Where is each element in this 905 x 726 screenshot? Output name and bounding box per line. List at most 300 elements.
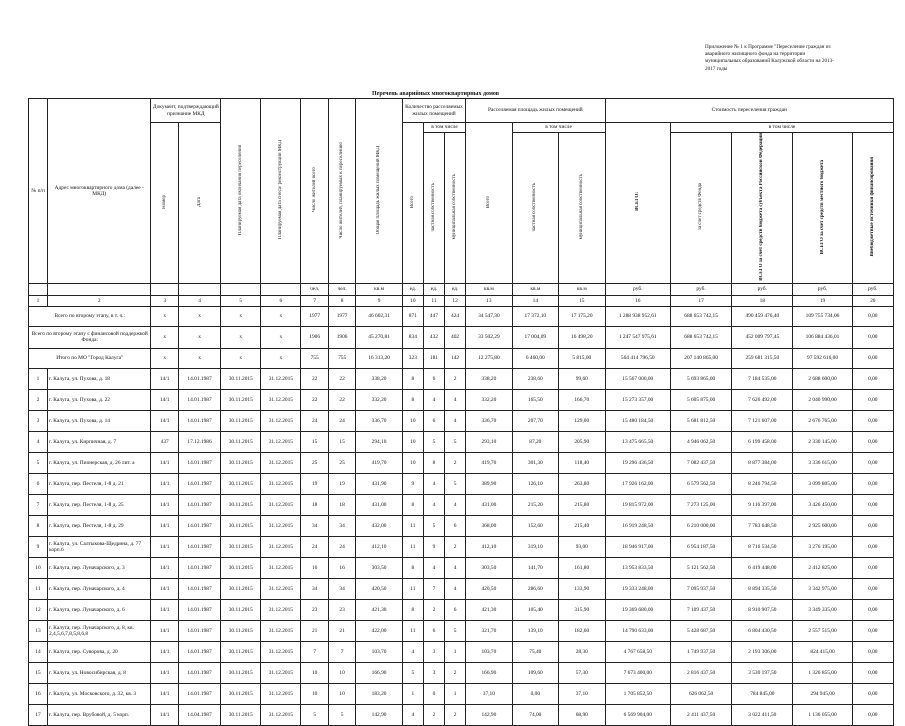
summary-cell: x (178, 306, 220, 326)
data-cell: 19 296 436,50 (605, 452, 670, 473)
data-cell: 431,00 (466, 494, 512, 515)
data-cell: 4 (402, 704, 423, 725)
address-cell: г. Калуга, пер. Врубовой, д. 5 корп. (48, 704, 151, 725)
summary-cell: 6 460,00 (512, 348, 558, 368)
data-cell: 11 (402, 620, 423, 641)
data-cell: 15 (301, 431, 328, 452)
data-cell: 13 475 665,50 (605, 431, 670, 452)
data-cell: 431,00 (356, 494, 402, 515)
column-number-cell: 16 (605, 295, 670, 306)
unit-cell: ед. (423, 283, 444, 295)
summary-cell: x (221, 348, 261, 368)
data-cell: 10 (29, 557, 48, 578)
column-number-cell: 13 (466, 295, 512, 306)
data-cell: 31.12.2015 (261, 578, 301, 599)
col-cost-incl-header: в том числе (670, 123, 893, 133)
table-row (29, 578, 894, 599)
data-cell: 4 946 062,50 (670, 431, 731, 452)
column-numbers-row (29, 295, 894, 306)
col-count-private-header: частная собственность (430, 182, 436, 232)
data-cell: 2 (29, 389, 48, 410)
data-cell: 421,30 (356, 599, 402, 620)
data-cell: 303,50 (466, 557, 512, 578)
data-cell: 21 (328, 620, 355, 641)
data-cell: 16 (29, 683, 48, 704)
data-cell: 14.01.1987 (178, 641, 220, 662)
data-cell: 293,10 (466, 431, 512, 452)
data-cell: 0,00 (852, 599, 893, 620)
data-cell: 4 (445, 410, 466, 431)
data-cell: 0,00 (852, 368, 893, 389)
summary-cell: 1906 (328, 326, 355, 348)
data-cell: 10 (402, 452, 423, 473)
data-cell: 2 193 306,00 (732, 641, 793, 662)
data-cell: 4 767 658,50 (605, 641, 670, 662)
data-cell: 161,80 (559, 557, 605, 578)
summary-row (29, 326, 894, 348)
column-number-cell: 15 (559, 295, 605, 306)
summary-cell: 46 602,31 (356, 306, 402, 326)
column-number-cell: 4 (178, 295, 220, 306)
data-cell: 68,90 (559, 704, 605, 725)
data-cell: 30.11.2015 (221, 536, 261, 557)
data-cell: 14.01.1987 (178, 557, 220, 578)
data-cell: 30.11.2015 (221, 641, 261, 662)
data-cell: 4 (402, 641, 423, 662)
data-cell: 332,20 (466, 389, 512, 410)
data-cell: 0,00 (852, 641, 893, 662)
data-cell: 8 894 335,50 (732, 578, 793, 599)
data-cell: 142,90 (466, 704, 512, 725)
data-cell: 14/1 (151, 494, 178, 515)
data-cell: 30.11.2015 (221, 368, 261, 389)
data-cell: 2 (445, 452, 466, 473)
data-cell: 5 (29, 452, 48, 473)
data-cell: 93,00 (559, 536, 605, 557)
data-cell: 5 (445, 620, 466, 641)
address-cell: г. Калуга, пер. Луначарского, д. 4 (48, 578, 151, 599)
unit-cell: чел. (301, 283, 328, 295)
data-cell: 109,60 (512, 662, 558, 683)
data-cell: 31.12.2015 (261, 683, 301, 704)
summary-cell: 1977 (301, 306, 328, 326)
summary-cell: x (221, 306, 261, 326)
data-cell: 14.01.1987 (178, 515, 220, 536)
data-cell: 5 (445, 431, 466, 452)
col-planned-demolish-header: Планируемая дата сноса/ реконструкции МКД (277, 140, 283, 240)
data-cell: 8 716 534,50 (732, 536, 793, 557)
data-cell: 5 428 687,50 (670, 620, 731, 641)
data-cell: 30.11.2015 (221, 662, 261, 683)
summary-cell: x (151, 348, 178, 368)
data-cell: 15 273 357,00 (605, 389, 670, 410)
data-cell: 183,20 (356, 683, 402, 704)
data-cell: 14/1 (151, 473, 178, 494)
data-cell: 19 (301, 473, 328, 494)
data-cell: 5 (423, 515, 444, 536)
data-cell: 17.12.1986 (178, 431, 220, 452)
data-cell: 23 (301, 599, 328, 620)
data-cell: 286,60 (512, 578, 558, 599)
data-cell: 25 (301, 452, 328, 473)
data-cell: 8 (402, 389, 423, 410)
data-cell: 1 (29, 368, 48, 389)
data-cell: 31.12.2015 (261, 704, 301, 725)
summary-cell: 452 009 797,45 (732, 326, 793, 348)
summary-cell: 181 (423, 348, 444, 368)
data-cell: 133,90 (559, 578, 605, 599)
data-cell: 31.12.2015 (261, 557, 301, 578)
summary-cell: 424 (445, 306, 466, 326)
data-cell: 321,70 (466, 620, 512, 641)
col-area-private-header: частная собственность (532, 182, 538, 232)
data-cell: 10 (402, 431, 423, 452)
data-cell: 105,40 (512, 599, 558, 620)
data-cell: 332,20 (356, 389, 402, 410)
summary-cell: 12 275,80 (466, 348, 512, 368)
address-cell: г. Калуга, ул. Кирпичная, д. 7 (48, 431, 151, 452)
data-cell: 11 (402, 515, 423, 536)
data-cell: 421,30 (466, 599, 512, 620)
data-cell: 0,00 (852, 536, 893, 557)
data-cell: 30.11.2015 (221, 515, 261, 536)
data-cell: 5 (423, 431, 444, 452)
summary-cell: 0,00 (852, 326, 893, 348)
summary-cell: x (261, 348, 301, 368)
data-cell: 19 333 248,00 (605, 578, 670, 599)
unit-cell: чел. (328, 283, 355, 295)
col-count-total-header: Всего (409, 195, 415, 208)
data-cell: 412,10 (356, 536, 402, 557)
summary-cell: 16 498,20 (559, 326, 605, 348)
data-cell: 17 (29, 704, 48, 725)
data-cell: 14/1 (151, 410, 178, 431)
data-cell: 6 (29, 473, 48, 494)
data-cell: 14.01.1987 (178, 389, 220, 410)
address-cell: г. Калуга, ул. Новосибирская, д. 8 (48, 662, 151, 683)
data-cell: 238,60 (512, 368, 558, 389)
table-row (29, 557, 894, 578)
data-cell: 34 (328, 515, 355, 536)
data-cell: 205,90 (559, 431, 605, 452)
data-cell: 142,90 (356, 704, 402, 725)
col-count-incl-header: в том числе (423, 123, 465, 133)
data-cell: 432,00 (356, 515, 402, 536)
data-cell: 31.12.2015 (261, 662, 301, 683)
data-cell: 2 040 990,00 (793, 389, 852, 410)
summary-cell: 17 372,10 (512, 306, 558, 326)
col-cost-group-header: Стоимость переселения граждан (605, 99, 893, 123)
data-cell: 1 136 055,00 (793, 704, 852, 725)
data-cell: 18 946 917,00 (605, 536, 670, 557)
data-cell: 422,00 (356, 620, 402, 641)
data-cell: 166,90 (466, 662, 512, 683)
summary-cell: 259 681 315,50 (732, 348, 793, 368)
data-cell: 16 919 248,50 (605, 515, 670, 536)
col-planned-residents-header: Число жителей, планируемых к переселению (339, 141, 345, 239)
summary-cell: 688 653 742,15 (670, 306, 731, 326)
data-cell: 412,10 (466, 536, 512, 557)
data-cell: 3 349 335,00 (793, 599, 852, 620)
data-cell: 30.11.2015 (221, 473, 261, 494)
summary-label: Всего по второму этапу, в т. ч.: (29, 306, 151, 326)
data-cell: 303,50 (356, 557, 402, 578)
data-cell: 5 693 865,00 (670, 368, 731, 389)
data-cell: 3 (29, 410, 48, 431)
data-cell: 103,70 (466, 641, 512, 662)
summary-cell: 207 140 865,00 (670, 348, 731, 368)
data-cell: 7 783 648,50 (732, 515, 793, 536)
data-cell: 21 (301, 620, 328, 641)
column-number-cell: 5 (221, 295, 261, 306)
data-cell: 4 (445, 494, 466, 515)
data-cell: 152,60 (512, 515, 558, 536)
data-cell: 2 (445, 704, 466, 725)
appendix-line: Приложение № 1 к Программе "Переселение граждан из (705, 44, 831, 50)
data-cell: 6 (423, 620, 444, 641)
data-cell: 25 (328, 452, 355, 473)
data-cell: 0,00 (852, 662, 893, 683)
data-cell: 824 415,00 (793, 641, 852, 662)
data-cell: 24 (301, 536, 328, 557)
summary-cell: 33 502,29 (466, 326, 512, 348)
data-cell: 315,90 (559, 599, 605, 620)
table-row (29, 641, 894, 662)
column-number-cell: 6 (261, 295, 301, 306)
data-cell: 22 (328, 389, 355, 410)
data-cell: 14/1 (151, 683, 178, 704)
data-cell: 2 411 437,50 (670, 704, 731, 725)
data-cell: 14 790 633,00 (605, 620, 670, 641)
data-cell: 14/1 (151, 557, 178, 578)
table-row (29, 452, 894, 473)
data-cell: 0,00 (852, 389, 893, 410)
data-cell: 14.01.1987 (178, 662, 220, 683)
data-cell: 8 (402, 368, 423, 389)
data-cell: 8 (402, 599, 423, 620)
data-cell: 14.01.1987 (178, 452, 220, 473)
summary-cell: 17 004,09 (512, 326, 558, 348)
data-cell: 1 705 852,50 (605, 683, 670, 704)
data-cell: 419,70 (466, 452, 512, 473)
data-cell: 14 (29, 641, 48, 662)
data-cell: 8 910 907,50 (732, 599, 793, 620)
address-cell: г. Калуга, ул. Пионерская, д. 26 лит. а (48, 452, 151, 473)
data-cell: 17 926 162,00 (605, 473, 670, 494)
data-cell: 24 (301, 410, 328, 431)
data-cell: 30.11.2015 (221, 494, 261, 515)
data-cell: 16 (301, 557, 328, 578)
data-cell: 6 (423, 368, 444, 389)
column-number-cell: 17 (670, 295, 731, 306)
summary-cell: x (151, 306, 178, 326)
col-area-incl-header: в том числе (512, 123, 605, 133)
column-number-cell: 7 (301, 295, 328, 306)
address-cell: г. Калуга, пер. Луначарского, д. 6 (48, 599, 151, 620)
data-cell: 0 (423, 683, 444, 704)
data-cell: 30.11.2015 (221, 389, 261, 410)
data-cell: 4 (423, 557, 444, 578)
data-cell: 294 945,00 (793, 683, 852, 704)
table-row (29, 431, 894, 452)
summary-cell: 34 547,30 (466, 306, 512, 326)
data-cell: 34 (328, 578, 355, 599)
summary-cell: 45 270,81 (356, 326, 402, 348)
col-area-municipal-header: муниципальная собственность (578, 174, 584, 240)
data-cell: 626 062,50 (670, 683, 731, 704)
data-cell: 18 (328, 494, 355, 515)
data-cell: 14/1 (151, 389, 178, 410)
unit-cell: ед. (445, 283, 466, 295)
appendix-line: муниципальных образований Калужской области на 2013- (705, 58, 834, 65)
data-cell: 7 626 492,00 (732, 389, 793, 410)
data-cell: 14.01.1987 (178, 599, 220, 620)
data-cell: 8 (402, 557, 423, 578)
summary-label: Всего по второму этапу с финансовой поддержкой Фонда: (29, 326, 151, 348)
data-cell: 14.04.1987 (178, 704, 220, 725)
data-cell: 22 (301, 368, 328, 389)
data-cell: 11 (402, 536, 423, 557)
data-cell: 19 815 972,00 (605, 494, 670, 515)
data-cell: 2 (445, 662, 466, 683)
unit-cell (178, 283, 220, 295)
summary-cell: x (178, 326, 220, 348)
address-cell: г. Калуга, ул. Московского, д. 32, кв. 3 (48, 683, 151, 704)
column-number-cell: 10 (402, 295, 423, 306)
data-cell: 0,00 (852, 452, 893, 473)
data-cell: 31.12.2015 (261, 641, 301, 662)
data-cell: 14/1 (151, 641, 178, 662)
column-number-cell: 11 (423, 295, 444, 306)
data-cell: 0,00 (852, 515, 893, 536)
col-count-group-header: Количество расселяемых жилых помещений (402, 99, 465, 123)
data-cell: 13 953 833,50 (605, 557, 670, 578)
summary-cell: x (178, 348, 220, 368)
summary-cell: 871 (402, 306, 423, 326)
data-cell: 16 (328, 557, 355, 578)
data-cell: 14/1 (151, 368, 178, 389)
table-row (29, 704, 894, 725)
address-cell: г. Калуга, пер. Луначарского, д. 8, кв. 2,4,5,6,7,8,5,8,6,8 (48, 620, 151, 641)
data-cell: 2 816 437,50 (670, 662, 731, 683)
data-cell: 6 (445, 599, 466, 620)
unit-cell: кв.м (512, 283, 558, 295)
unit-cell (29, 283, 48, 295)
data-cell: 30.11.2015 (221, 431, 261, 452)
data-cell: 14/1 (151, 599, 178, 620)
data-cell: 14/1 (151, 620, 178, 641)
data-cell: 31.12.2015 (261, 410, 301, 431)
table-row (29, 599, 894, 620)
unit-cell: руб. (852, 283, 893, 295)
summary-cell: x (151, 326, 178, 348)
data-cell: 2 676 765,00 (793, 410, 852, 431)
data-cell: 0,00 (852, 473, 893, 494)
data-cell: 7 184 535,00 (732, 368, 793, 389)
col-doc-number-header: Номер (161, 194, 167, 209)
data-cell: 19 369 680,00 (605, 599, 670, 620)
table-row (29, 368, 894, 389)
summary-cell: 109 755 734,06 (793, 306, 852, 326)
col-area-total-header: Всего (485, 195, 491, 208)
data-cell: 182,60 (559, 620, 605, 641)
data-cell: 338,20 (466, 368, 512, 389)
summary-cell: 1 247 547 975,61 (605, 326, 670, 348)
data-cell: 2 330 145,00 (793, 431, 852, 452)
column-number-cell: 18 (732, 295, 793, 306)
unit-cell: руб. (605, 283, 670, 295)
col-doc-date-header: Дата (196, 196, 202, 207)
col-residents-header: Число жителей всего (311, 167, 317, 213)
data-cell: 5 681 812,50 (670, 410, 731, 431)
data-cell: 4 (29, 431, 48, 452)
summary-cell: 0,00 (852, 306, 893, 326)
data-cell: 14.01.1987 (178, 494, 220, 515)
data-cell: 15 (29, 662, 48, 683)
data-cell: 87,20 (512, 431, 558, 452)
summary-cell: x (261, 306, 301, 326)
summary-cell: 834 (402, 326, 423, 348)
column-number-cell: 2 (48, 295, 151, 306)
data-cell: 4 (445, 389, 466, 410)
data-cell: 34 (301, 515, 328, 536)
data-cell: 15 567 000,00 (605, 368, 670, 389)
summary-cell: 564 414 796,50 (605, 348, 670, 368)
data-cell: 30.11.2015 (221, 599, 261, 620)
data-cell: 22 (301, 389, 328, 410)
summary-cell: 0,00 (852, 348, 893, 368)
table-row (29, 620, 894, 641)
column-number-cell: 8 (328, 295, 355, 306)
table-row (29, 389, 894, 410)
data-cell: 19 (328, 473, 355, 494)
data-cell: 0,00 (852, 704, 893, 725)
data-cell: 3 342 975,00 (793, 578, 852, 599)
data-cell: 10 (301, 662, 328, 683)
data-cell: 0,00 (512, 683, 558, 704)
unit-cell (151, 283, 178, 295)
data-cell: 30.11.2015 (221, 620, 261, 641)
unit-cell: руб. (732, 283, 793, 295)
unit-cell: кв.м (466, 283, 512, 295)
data-cell: 0,00 (852, 431, 893, 452)
data-cell: 14.01.1987 (178, 410, 220, 431)
data-cell: 0,00 (852, 494, 893, 515)
data-cell: 7 121 607,00 (732, 410, 793, 431)
data-cell: 9 (423, 536, 444, 557)
data-cell: 2 (445, 368, 466, 389)
col-address-header: Адрес многоквартирного дома (далее - МКД) (48, 99, 151, 284)
data-cell: 4 (423, 494, 444, 515)
summary-label: Итого по МО "Город Калуга" (29, 348, 151, 368)
data-cell: 126,10 (512, 473, 558, 494)
col-cost-extra-header: Внебюджетные источники финансирования (869, 157, 875, 257)
data-cell: 7 673 400,00 (605, 662, 670, 683)
summary-cell: 1 288 938 952,61 (605, 306, 670, 326)
summary-cell: 5 815,00 (559, 348, 605, 368)
data-cell: 31.12.2015 (261, 515, 301, 536)
data-cell: 31.12.2015 (261, 599, 301, 620)
data-cell: 0,00 (852, 557, 893, 578)
summary-cell: 1977 (328, 306, 355, 326)
data-cell: 129,00 (559, 410, 605, 431)
data-cell: 6 210 000,00 (670, 515, 731, 536)
data-cell: 37,10 (466, 683, 512, 704)
data-cell: 28,30 (559, 641, 605, 662)
summary-cell: 323 (402, 348, 423, 368)
data-cell: 1 749 937,50 (670, 641, 731, 662)
table-row (29, 683, 894, 704)
